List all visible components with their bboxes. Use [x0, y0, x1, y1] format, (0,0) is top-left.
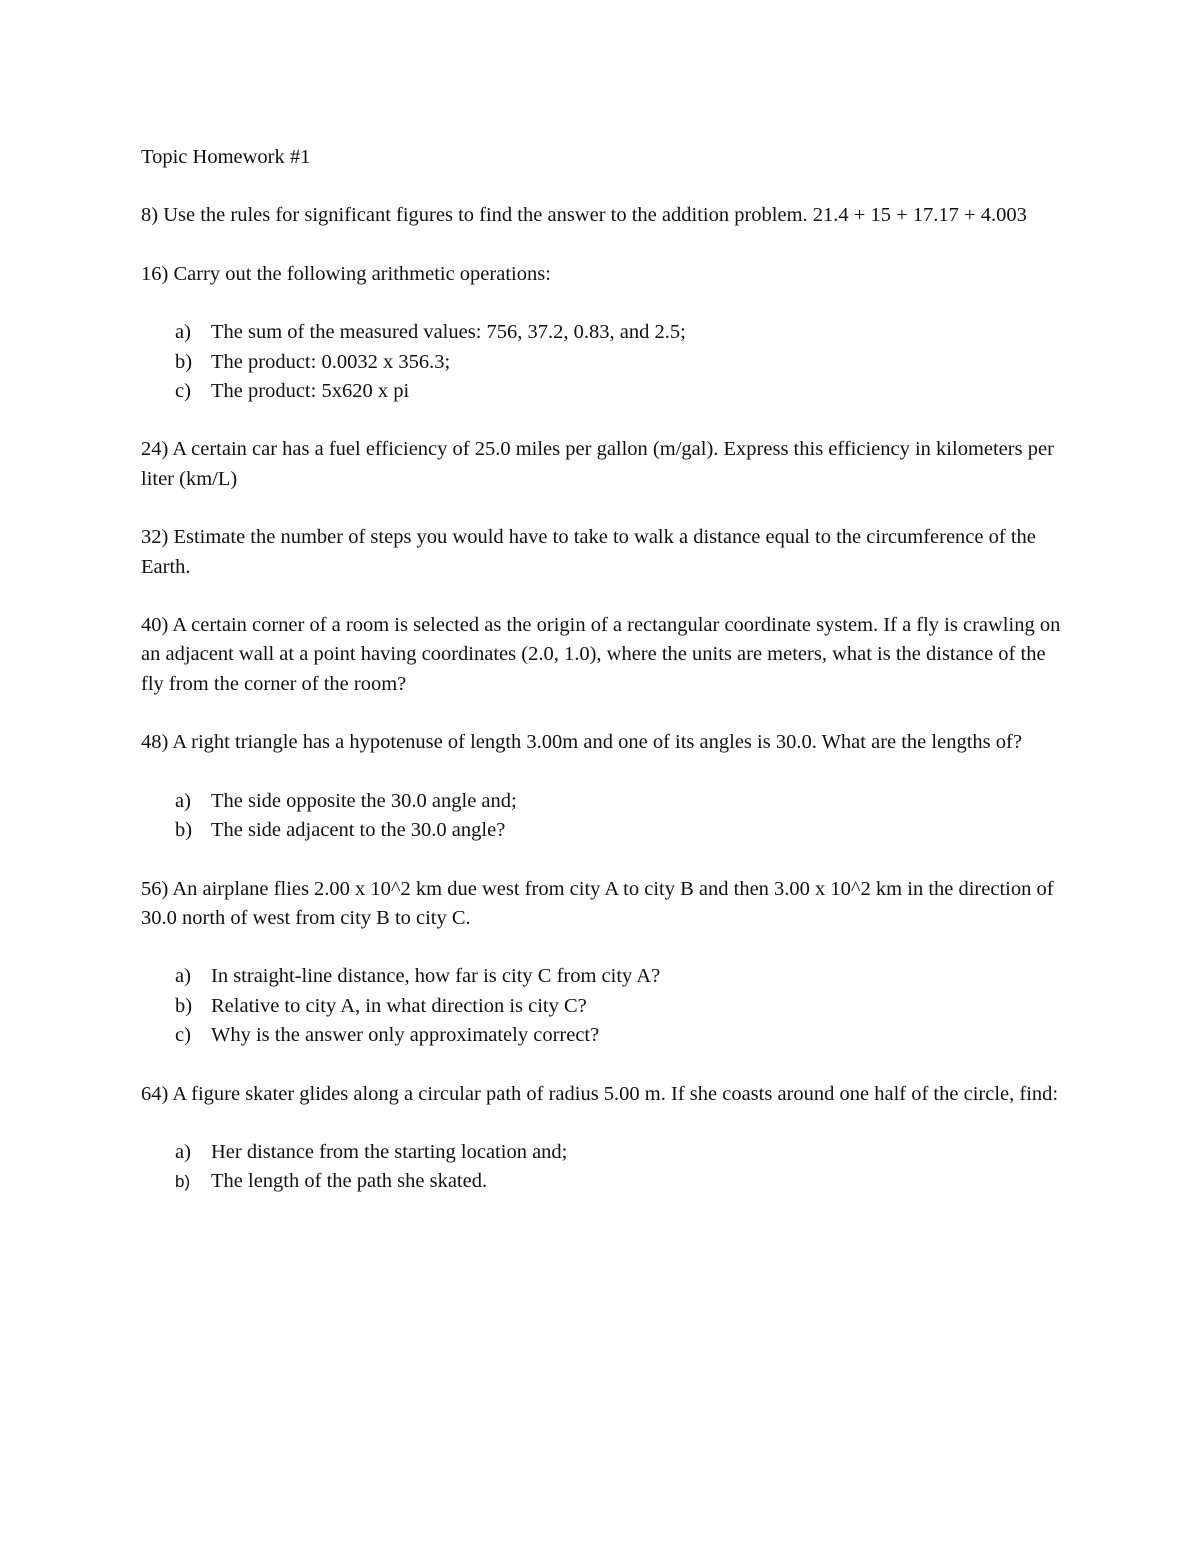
document-page: [141, 143, 1061, 1226]
list-item: [141, 318, 1061, 347]
part-text: In straight-line distance, how far is city C from city A?: [211, 965, 661, 988]
list-item: [141, 1138, 1061, 1167]
part-label: b): [175, 994, 193, 1017]
part-label: a): [175, 789, 191, 812]
question-text: 24) A certain car has a fuel efficiency of 25.0 miles per gallon (m/gal). Express this efficiency in kilometers per liter (km/L): [141, 438, 1054, 490]
question-56-parts: [141, 962, 1061, 1050]
question-40: [141, 611, 1061, 699]
part-label: c): [175, 380, 191, 403]
question-text: 8) Use the rules for significant figures to find the answer to the addition problem. 21.4 + 15 + 17.17 + 4.003: [141, 204, 1027, 227]
question-8: [141, 201, 1061, 230]
part-text: The side opposite the 30.0 angle and;: [211, 789, 517, 812]
part-label: c): [175, 1024, 191, 1047]
question-48: [141, 728, 1061, 757]
part-label: b): [175, 1172, 191, 1192]
question-text: 56) An airplane flies 2.00 x 10^2 km due west from city A to city B and then 3.00 x 10^2 km in the direction of 30.0 north of west from city B to city C.: [141, 877, 1054, 929]
list-item: [141, 348, 1061, 377]
part-text: The product: 5x620 x pi: [211, 380, 410, 403]
list-item: [141, 816, 1061, 845]
part-label: b): [175, 819, 193, 842]
part-text: The length of the path she skated.: [211, 1170, 488, 1193]
part-text: Relative to city A, in what direction is city C?: [211, 994, 587, 1017]
question-text: 40) A certain corner of a room is selected as the origin of a rectangular coordinate system. If a fly is crawling on an adjacent wall at a point having coordinates (2.0, 1.0), where the units are meters, what is the distance of the fly from the corner of the room?: [141, 614, 1061, 695]
part-text: Her distance from the starting location and;: [211, 1140, 568, 1163]
list-item: [141, 787, 1061, 816]
question-16-parts: [141, 318, 1061, 406]
list-item: [141, 962, 1061, 991]
question-56: [141, 875, 1061, 934]
question-48-parts: [141, 787, 1061, 846]
question-16: [141, 260, 1061, 289]
part-text: Why is the answer only approximately correct?: [211, 1024, 600, 1047]
part-text: The side adjacent to the 30.0 angle?: [211, 819, 506, 842]
question-text: 64) A figure skater glides along a circular path of radius 5.00 m. If she coasts around one half of the circle, find:: [141, 1082, 1059, 1105]
part-text: The product: 0.0032 x 356.3;: [211, 350, 451, 373]
question-32: [141, 523, 1061, 582]
list-item: [141, 992, 1061, 1021]
part-label: b): [175, 350, 193, 373]
question-24: [141, 435, 1061, 494]
list-item: [141, 1021, 1061, 1050]
question-text: 48) A right triangle has a hypotenuse of length 3.00m and one of its angles is 30.0. What are the lengths of?: [141, 731, 1022, 754]
list-item: [141, 1167, 1061, 1196]
part-label: a): [175, 965, 191, 988]
question-64-parts: [141, 1138, 1061, 1197]
part-label: a): [175, 321, 191, 344]
document-title: Topic Homework #1: [141, 146, 311, 168]
part-text: The sum of the measured values: 756, 37.2, 0.83, and 2.5;: [211, 321, 686, 344]
part-label: a): [175, 1140, 191, 1163]
question-text: 16) Carry out the following arithmetic operations:: [141, 262, 551, 285]
question-64: [141, 1080, 1061, 1109]
list-item: [141, 377, 1061, 406]
question-text: 32) Estimate the number of steps you would have to take to walk a distance equal to the circumference of the Earth.: [141, 526, 1036, 578]
